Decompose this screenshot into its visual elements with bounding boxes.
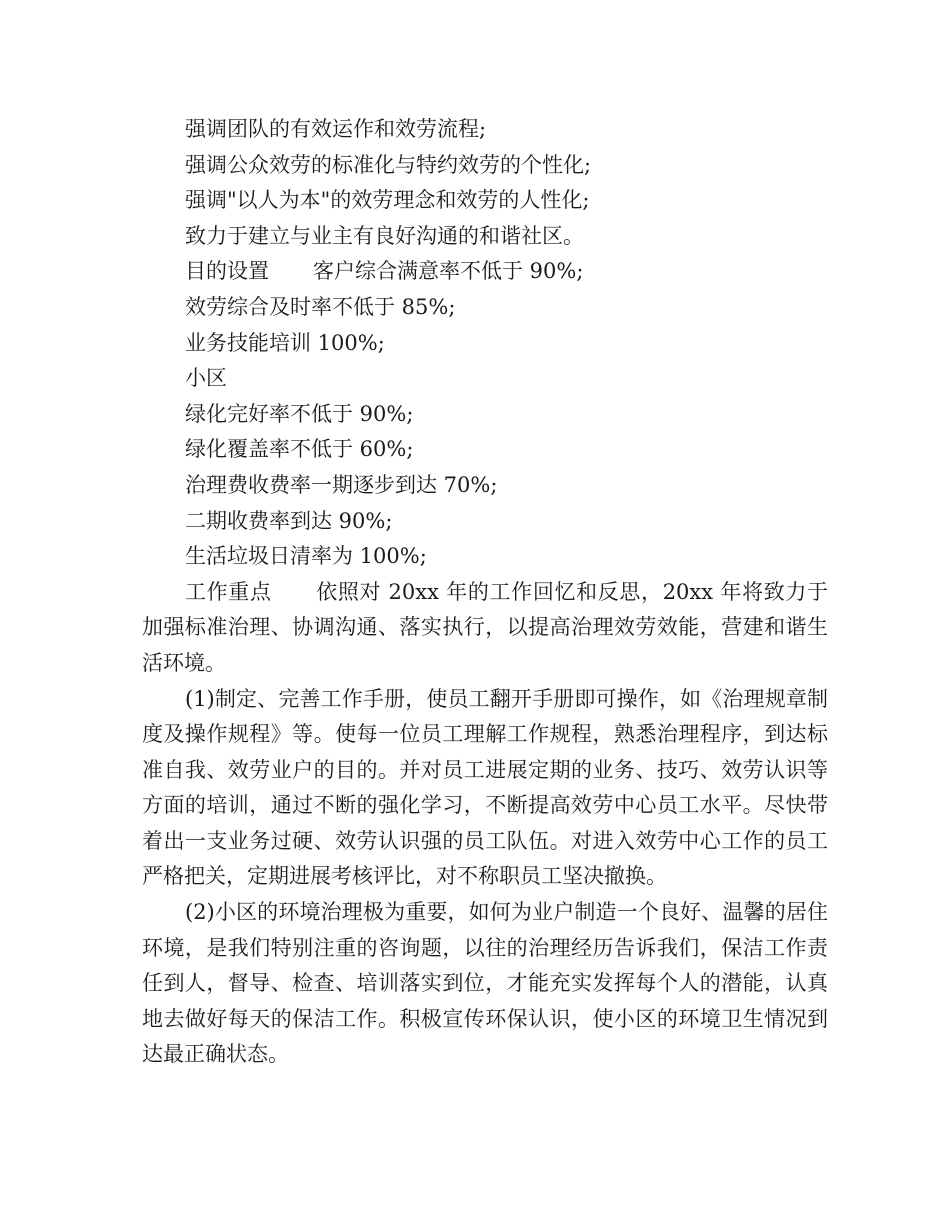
text-line: 致力于建立与业主有良好沟通的和谐社区。 — [185, 223, 584, 248]
target-label: 目的设置 — [185, 259, 269, 284]
focus-text: 依照对 20xx 年的工作回忆和反思，20xx 年将致力于加强标准治理、协调沟通、落实执行，以提高治理效劳效能，营建和谐生活环境。 — [142, 579, 829, 675]
body-paragraph-1: (1)制定、完善工作手册，使员工翻开手册即可操作，如《治理规章制度及操作规程》等。使每一位员工理解工作规程，熟悉治理程序，到达标准自我、效劳业户的目的。并对员工进展定期的业务、技巧、效劳认识等方面的培训，通过不断的强化学习，不断提高效劳中心员工水平。尽快带着出一支业务过硬、效劳认识强的员工队伍。对进入效劳中心工作的员工严格把关，定期进展考核评比，对不称职员工坚决撤换。 — [142, 686, 828, 889]
text-line: 强调"以人为本"的效劳理念和效劳的人性化; — [185, 188, 590, 213]
target-item: 绿化完好率不低于 90%; — [185, 401, 414, 426]
body-paragraph-2: (2)小区的环境治理极为重要，如何为业户制造一个良好、温馨的居住环境，是我们特别注重的咨询题，以往的治理经历告诉我们，保洁工作责任到人，督导、检查、培训落实到位，才能充实发挥每个人的潜能，认真地去做好每天的保洁工作。积极宣传环保认识，使小区的环境卫生情况到达最正确状态。 — [142, 900, 828, 1067]
target-first-item: 客户综合满意率不低于 90%; — [313, 259, 584, 284]
target-item: 小区 — [185, 366, 227, 391]
target-item: 绿化覆盖率不低于 60%; — [185, 437, 414, 462]
text-line: 强调团队的有效运作和效劳流程; — [185, 117, 487, 141]
target-item: 效劳综合及时率不低于 85%; — [185, 294, 456, 319]
target-item: 生活垃圾日清率为 100%; — [185, 544, 427, 569]
target-item: 二期收费率到达 90%; — [185, 508, 393, 533]
document-body — [142, 112, 828, 1073]
target-heading-line — [142, 254, 828, 290]
target-item: 治理费收费率一期逐步到达 70%; — [185, 472, 498, 497]
target-item: 业务技能培训 100%; — [185, 330, 385, 355]
text-line: 强调公众效劳的标准化与特约效劳的个性化; — [185, 152, 592, 177]
focus-label: 工作重点 — [185, 579, 272, 604]
focus-paragraph — [142, 575, 828, 682]
